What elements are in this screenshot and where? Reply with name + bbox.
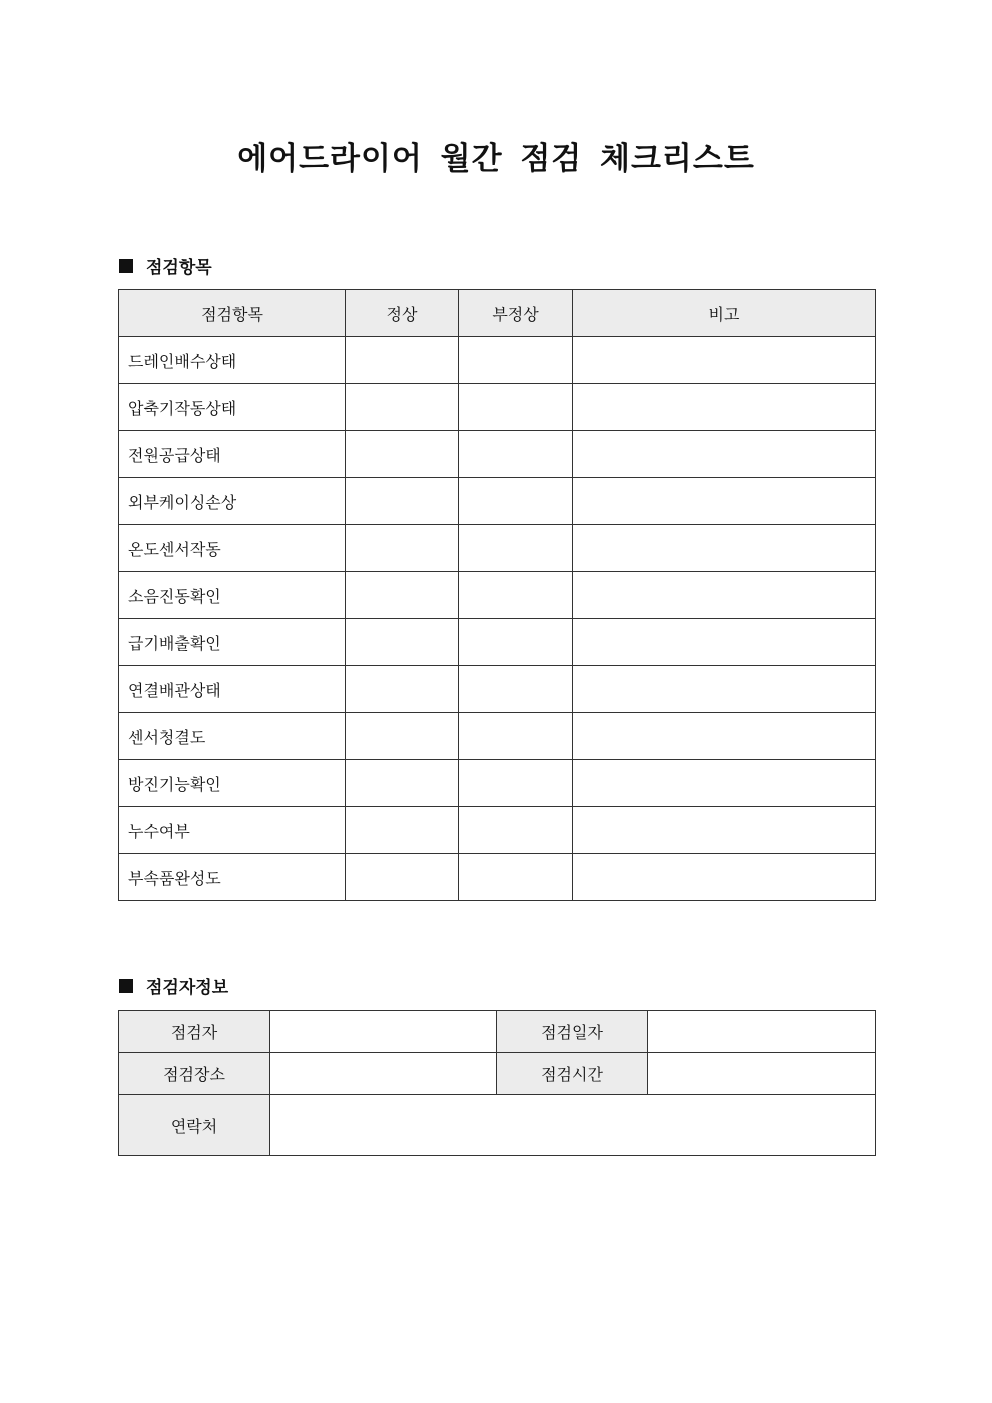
table-row bbox=[119, 760, 876, 807]
contact-field[interactable] bbox=[270, 1095, 876, 1156]
column-header-abnormal: 부정상 bbox=[459, 290, 573, 337]
item-label: 누수여부 bbox=[119, 807, 346, 854]
item-label: 부속품완성도 bbox=[119, 854, 346, 901]
remarks-cell[interactable] bbox=[573, 431, 876, 478]
abnormal-cell[interactable] bbox=[459, 619, 573, 666]
remarks-cell[interactable] bbox=[573, 666, 876, 713]
table-row bbox=[119, 807, 876, 854]
inspection-table bbox=[118, 289, 876, 901]
table-row bbox=[119, 854, 876, 901]
table-row bbox=[119, 572, 876, 619]
remarks-cell[interactable] bbox=[573, 384, 876, 431]
section-heading-label: 점검항목 bbox=[146, 258, 212, 278]
inspection-place-field[interactable] bbox=[270, 1053, 497, 1095]
normal-cell[interactable] bbox=[346, 713, 459, 760]
normal-cell[interactable] bbox=[346, 431, 459, 478]
item-label: 압축기작동상태 bbox=[119, 384, 346, 431]
section-heading-inspector bbox=[119, 973, 228, 998]
info-row bbox=[119, 1095, 876, 1156]
table-header-row bbox=[119, 290, 876, 337]
abnormal-cell[interactable] bbox=[459, 760, 573, 807]
item-label: 드레인배수상태 bbox=[119, 337, 346, 384]
table-row bbox=[119, 525, 876, 572]
abnormal-cell[interactable] bbox=[459, 337, 573, 384]
item-label: 연결배관상태 bbox=[119, 666, 346, 713]
square-bullet-icon bbox=[119, 979, 133, 993]
abnormal-cell[interactable] bbox=[459, 713, 573, 760]
abnormal-cell[interactable] bbox=[459, 431, 573, 478]
abnormal-cell[interactable] bbox=[459, 572, 573, 619]
inspection-place-label: 점검장소 bbox=[119, 1053, 270, 1095]
normal-cell[interactable] bbox=[346, 807, 459, 854]
info-row bbox=[119, 1011, 876, 1053]
normal-cell[interactable] bbox=[346, 384, 459, 431]
item-label: 소음진동확인 bbox=[119, 572, 346, 619]
normal-cell[interactable] bbox=[346, 572, 459, 619]
info-row bbox=[119, 1053, 876, 1095]
table-row bbox=[119, 384, 876, 431]
normal-cell[interactable] bbox=[346, 666, 459, 713]
inspector-label: 점검자 bbox=[119, 1011, 270, 1053]
remarks-cell[interactable] bbox=[573, 572, 876, 619]
inspection-date-field[interactable] bbox=[648, 1011, 876, 1053]
section-heading-inspection bbox=[119, 253, 212, 278]
column-header-remarks: 비고 bbox=[573, 290, 876, 337]
abnormal-cell[interactable] bbox=[459, 478, 573, 525]
remarks-cell[interactable] bbox=[573, 337, 876, 384]
inspection-time-field[interactable] bbox=[648, 1053, 876, 1095]
abnormal-cell[interactable] bbox=[459, 384, 573, 431]
normal-cell[interactable] bbox=[346, 337, 459, 384]
table-row bbox=[119, 619, 876, 666]
table-row bbox=[119, 431, 876, 478]
item-label: 온도센서작동 bbox=[119, 525, 346, 572]
contact-label: 연락처 bbox=[119, 1095, 270, 1156]
item-label: 전원공급상태 bbox=[119, 431, 346, 478]
table-row bbox=[119, 478, 876, 525]
inspection-date-label: 점검일자 bbox=[497, 1011, 648, 1053]
square-bullet-icon bbox=[119, 259, 133, 273]
remarks-cell[interactable] bbox=[573, 713, 876, 760]
inspector-info-table bbox=[118, 1010, 876, 1156]
remarks-cell[interactable] bbox=[573, 807, 876, 854]
page-title: 에어드라이어 월간 점검 체크리스트 bbox=[237, 141, 755, 177]
remarks-cell[interactable] bbox=[573, 525, 876, 572]
table-row bbox=[119, 666, 876, 713]
abnormal-cell[interactable] bbox=[459, 807, 573, 854]
column-header-item: 점검항목 bbox=[119, 290, 346, 337]
normal-cell[interactable] bbox=[346, 760, 459, 807]
section-heading-label: 점검자정보 bbox=[146, 978, 229, 998]
normal-cell[interactable] bbox=[346, 854, 459, 901]
normal-cell[interactable] bbox=[346, 525, 459, 572]
table-row bbox=[119, 337, 876, 384]
abnormal-cell[interactable] bbox=[459, 854, 573, 901]
remarks-cell[interactable] bbox=[573, 619, 876, 666]
normal-cell[interactable] bbox=[346, 619, 459, 666]
item-label: 급기배출확인 bbox=[119, 619, 346, 666]
column-header-normal: 정상 bbox=[346, 290, 459, 337]
normal-cell[interactable] bbox=[346, 478, 459, 525]
item-label: 방진기능확인 bbox=[119, 760, 346, 807]
inspector-field[interactable] bbox=[270, 1011, 497, 1053]
abnormal-cell[interactable] bbox=[459, 666, 573, 713]
abnormal-cell[interactable] bbox=[459, 525, 573, 572]
item-label: 센서청결도 bbox=[119, 713, 346, 760]
remarks-cell[interactable] bbox=[573, 760, 876, 807]
table-row bbox=[119, 713, 876, 760]
remarks-cell[interactable] bbox=[573, 854, 876, 901]
remarks-cell[interactable] bbox=[573, 478, 876, 525]
item-label: 외부케이싱손상 bbox=[119, 478, 346, 525]
inspection-time-label: 점검시간 bbox=[497, 1053, 648, 1095]
